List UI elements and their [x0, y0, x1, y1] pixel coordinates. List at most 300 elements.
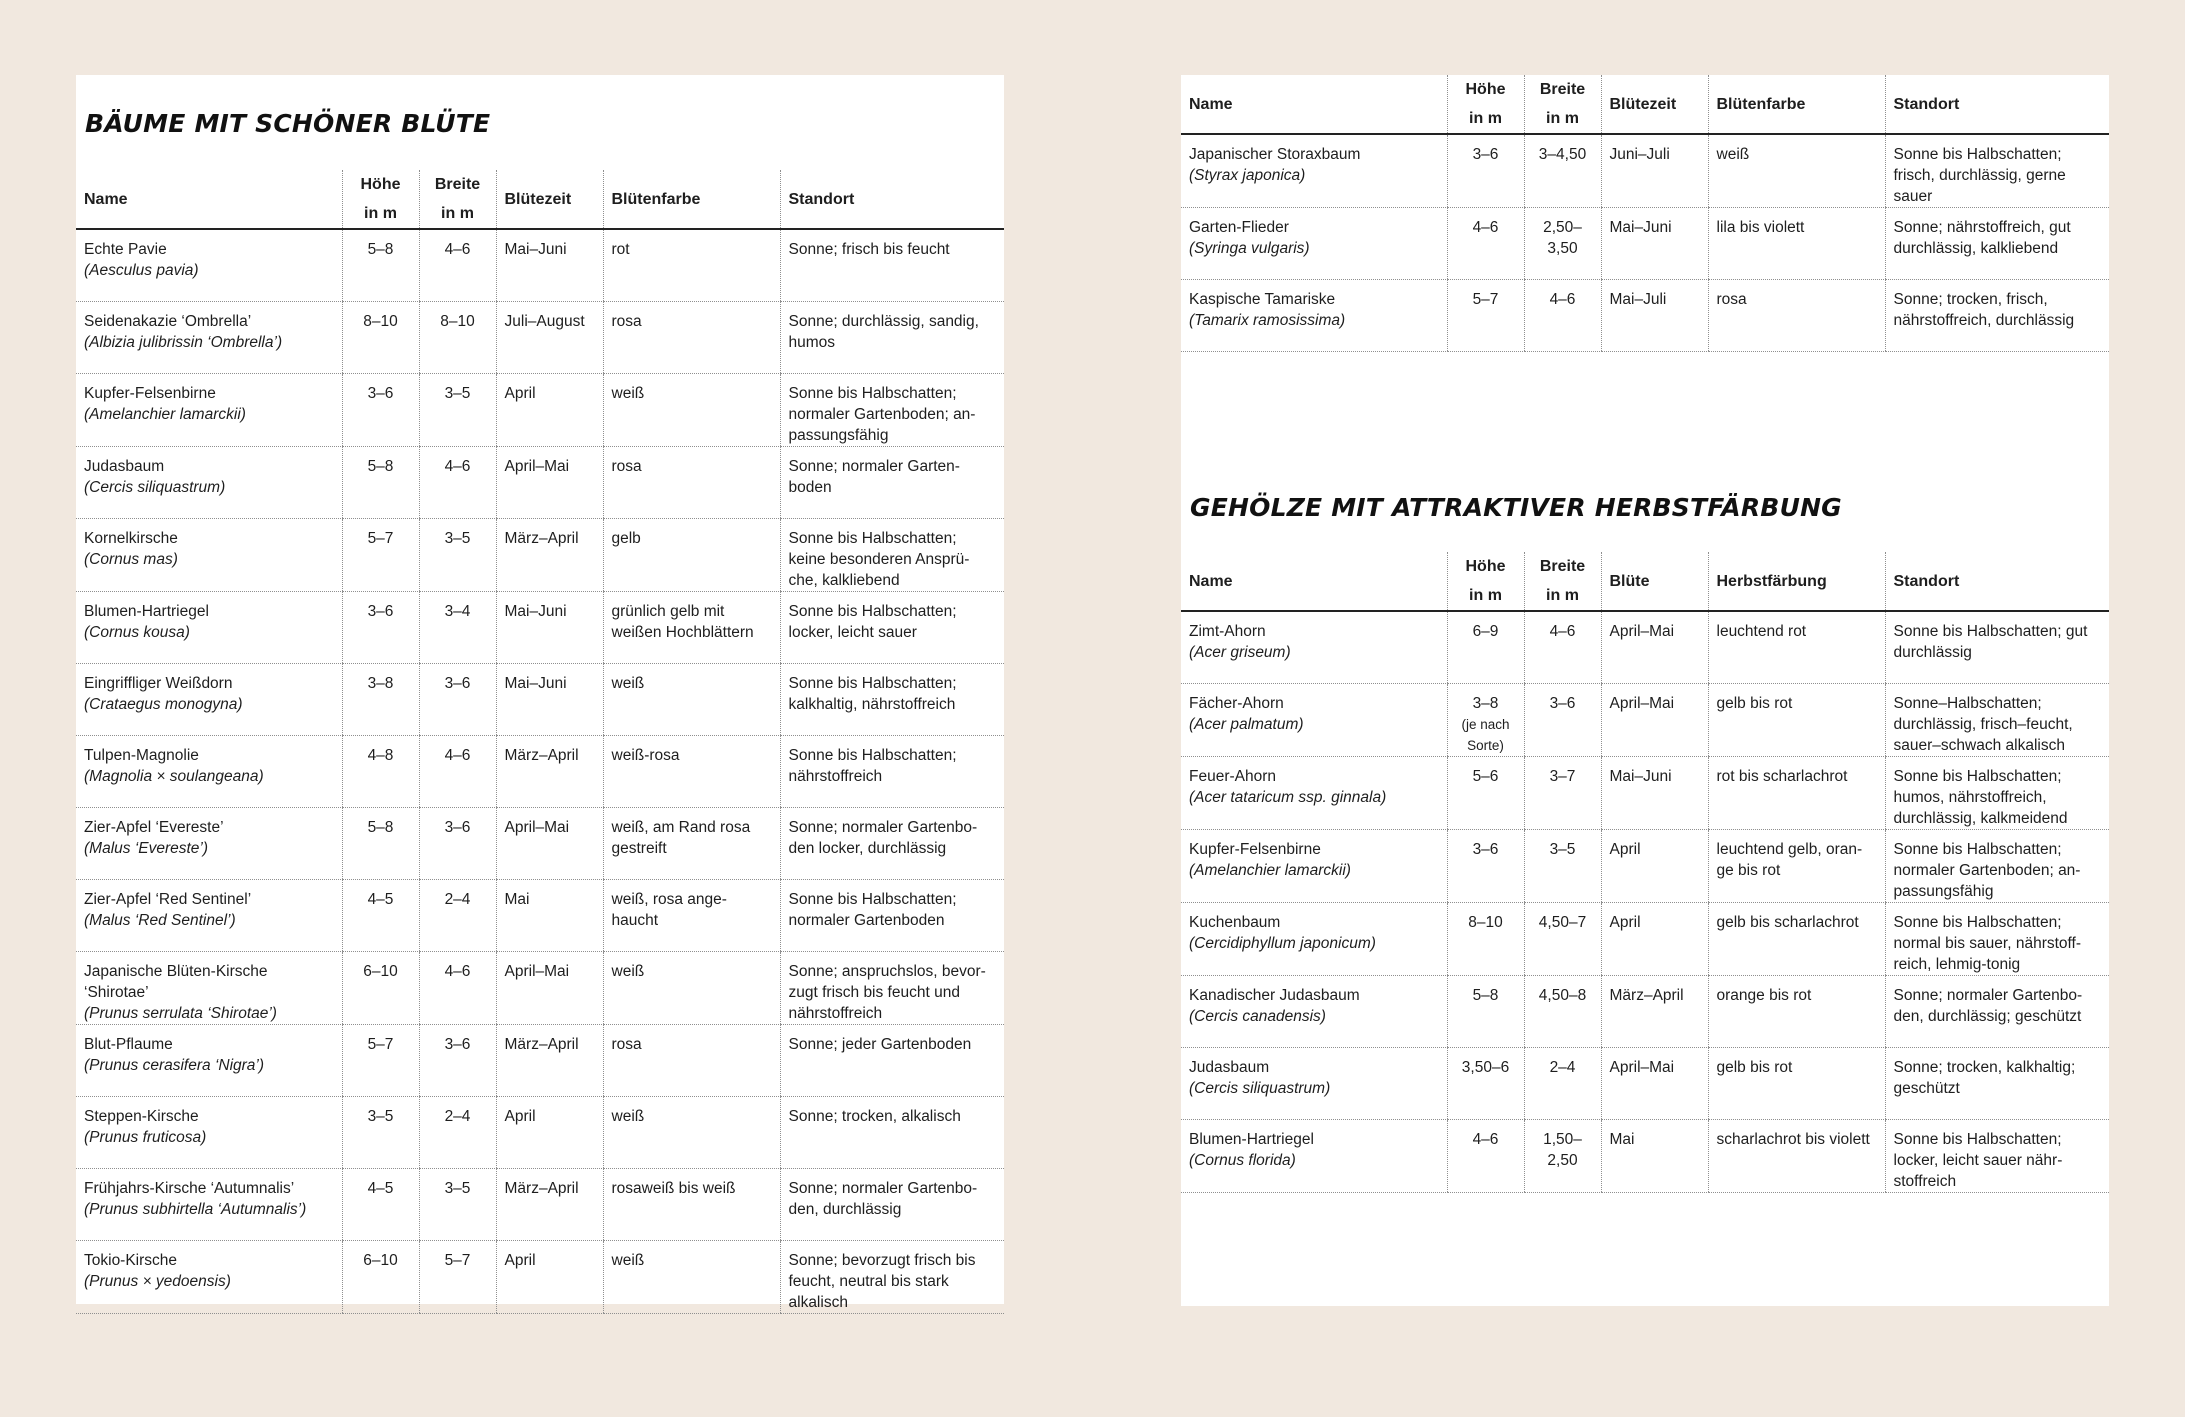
cell-height: [342, 952, 419, 1025]
height-value: 5–8: [367, 819, 394, 836]
cell-name: [76, 736, 342, 808]
cell-location: Sonne bis Halbschatten; normal bis sauer, nährstoff-reich, lehmig-tonig: [1885, 903, 2109, 976]
cell-location: Sonne bis Halbschatten; locker, leicht sauer: [780, 592, 1004, 664]
cell-bloom: April–Mai: [496, 952, 603, 1025]
cell-height: [1447, 757, 1524, 830]
header-location: Standort: [1885, 75, 2109, 134]
plant-common-name: Echte Pavie: [84, 241, 167, 258]
table-row: [76, 952, 1004, 1025]
cell-height: [1447, 684, 1524, 757]
plant-scientific-name: (Tamarix ramosissima): [1189, 312, 1346, 329]
header-bloom: Blütezeit: [1601, 75, 1708, 134]
plant-common-name: Judasbaum: [84, 458, 165, 475]
cell-height: [1447, 611, 1524, 684]
header-width-line1: Breite: [1539, 81, 1586, 98]
cell-bloom: April: [496, 374, 603, 447]
cell-name: [76, 1169, 342, 1241]
height-value: 4–6: [1472, 1131, 1499, 1148]
cell-bloom: März–April: [496, 1025, 603, 1097]
cell-width: 4–6: [1524, 280, 1601, 352]
cell-color: rot bis scharlachrot: [1708, 757, 1885, 830]
cell-color: weiß: [1708, 134, 1885, 208]
header-height-line1: Höhe: [1465, 558, 1506, 575]
height-value: 4–8: [367, 747, 394, 764]
cell-bloom: Mai–Juni: [1601, 757, 1708, 830]
table-row: [1181, 1120, 2109, 1193]
table-row: [1181, 208, 2109, 280]
header-bloom: Blütezeit: [496, 170, 603, 229]
height-value: 3–6: [1472, 841, 1499, 858]
plant-scientific-name: (Cornus florida): [1189, 1152, 1296, 1169]
cell-width: 4,50–7: [1524, 903, 1601, 976]
plant-common-name: Zimt-Ahorn: [1189, 623, 1266, 640]
cell-height: [1447, 280, 1524, 352]
cell-location: Sonne bis Halbschatten; nährstoffreich: [780, 736, 1004, 808]
cell-color: leuchtend gelb, oran-ge bis rot: [1708, 830, 1885, 903]
height-value: 5–8: [367, 241, 394, 258]
table-body: [1181, 134, 2109, 352]
cell-width: 3–6: [419, 808, 496, 880]
plant-common-name: Blumen-Hartriegel: [84, 603, 209, 620]
right-page: [1181, 75, 2109, 1306]
header-width-line2: in m: [1546, 587, 1579, 604]
plant-scientific-name: (Malus ‘Evereste’): [84, 840, 209, 857]
cell-height: [342, 592, 419, 664]
cell-height: [1447, 976, 1524, 1048]
plant-common-name: Kanadischer Judasbaum: [1189, 987, 1360, 1004]
height-value: 4–6: [1472, 219, 1499, 236]
cell-width: 4,50–8: [1524, 976, 1601, 1048]
cell-bloom: Mai: [1601, 1120, 1708, 1193]
cell-name: [76, 302, 342, 374]
plant-scientific-name: (Cercidiphyllum japonicum): [1189, 935, 1376, 952]
plant-scientific-name: (Acer griseum): [1189, 644, 1291, 661]
plant-common-name: Feuer-Ahorn: [1189, 768, 1277, 785]
cell-width: 3–6: [1524, 684, 1601, 757]
height-value: 5–7: [367, 1036, 394, 1053]
cell-name: [76, 1241, 342, 1314]
cell-bloom: April: [496, 1241, 603, 1314]
left-page-title: BÄUME MIT SCHÖNER BLÜTE: [85, 109, 491, 138]
height-value: 3–6: [367, 603, 394, 620]
plant-common-name: Kupfer-Felsenbirne: [84, 385, 216, 402]
plant-scientific-name: (Acer palmatum): [1189, 716, 1304, 733]
height-value: 6–10: [363, 1252, 398, 1269]
header-height-line2: in m: [364, 205, 397, 222]
plant-common-name: Japanischer Storaxbaum: [1189, 146, 1361, 163]
plant-common-name: Tokio-Kirsche: [84, 1252, 178, 1269]
cell-width: 3–5: [419, 374, 496, 447]
cell-color: rosa: [1708, 280, 1885, 352]
cell-bloom: April: [1601, 830, 1708, 903]
header-height-line2: in m: [1469, 110, 1502, 127]
cell-height: [342, 736, 419, 808]
cell-location: Sonne; jeder Gartenboden: [780, 1025, 1004, 1097]
height-value: 4–5: [367, 1180, 394, 1197]
cell-bloom: März–April: [496, 519, 603, 592]
header-height-line1: Höhe: [1465, 81, 1506, 98]
plant-scientific-name: (Magnolia × soulangeana): [84, 768, 264, 785]
cell-height: [1447, 903, 1524, 976]
cell-bloom: Mai–Juni: [496, 229, 603, 302]
table-row: [1181, 903, 2109, 976]
cell-bloom: Mai–Juli: [1601, 280, 1708, 352]
header-name: Name: [76, 170, 342, 229]
cell-name: [1181, 134, 1447, 208]
cell-color: weiß, rosa ange-haucht: [603, 880, 780, 952]
cell-height: [1447, 1048, 1524, 1120]
cell-width: 4–6: [419, 952, 496, 1025]
height-value: 3,50–6: [1461, 1059, 1510, 1076]
cell-name: [1181, 830, 1447, 903]
cell-name: [76, 229, 342, 302]
cell-bloom: Mai–Juni: [496, 664, 603, 736]
cell-bloom: April–Mai: [496, 447, 603, 519]
height-value: 5–8: [367, 458, 394, 475]
cell-height: [342, 1025, 419, 1097]
plant-common-name: Kaspische Tamariske: [1189, 291, 1336, 308]
cell-name: [76, 664, 342, 736]
cell-width: 3–6: [419, 1025, 496, 1097]
height-value: 8–10: [363, 313, 398, 330]
table-row: [76, 302, 1004, 374]
plant-scientific-name: (Cercis siliquastrum): [1189, 1080, 1331, 1097]
autumn-color-table: [1181, 552, 2109, 1193]
header-height: [1447, 75, 1524, 134]
cell-name: [1181, 903, 1447, 976]
plant-common-name: Tulpen-Magnolie: [84, 747, 199, 764]
header-height-line2: in m: [1469, 587, 1502, 604]
table-row: [76, 447, 1004, 519]
table-row: [1181, 1048, 2109, 1120]
autumn-table-title: GEHÖLZE MIT ATTRAKTIVER HERBSTFÄRBUNG: [1190, 493, 1842, 522]
height-value: 3–6: [367, 385, 394, 402]
cell-height: [1447, 208, 1524, 280]
cell-color: grünlich gelb mit weißen Hochblättern: [603, 592, 780, 664]
cell-color: weiß: [603, 952, 780, 1025]
plant-common-name: Zier-Apfel ‘Evereste’: [84, 819, 224, 836]
cell-width: 2–4: [419, 1097, 496, 1169]
cell-name: [1181, 1048, 1447, 1120]
cell-height: [342, 519, 419, 592]
plant-scientific-name: (Amelanchier lamarckii): [1189, 862, 1351, 879]
plant-common-name: Kuchenbaum: [1189, 914, 1281, 931]
table-row: [76, 1097, 1004, 1169]
cell-location: Sonne; anspruchslos, bevor-zugt frisch bis feucht und nährstoffreich: [780, 952, 1004, 1025]
plant-scientific-name: (Prunus fruticosa): [84, 1129, 207, 1146]
cell-color: weiß, am Rand rosa gestreift: [603, 808, 780, 880]
header-height: [342, 170, 419, 229]
cell-height: [342, 374, 419, 447]
header-width-line2: in m: [1546, 110, 1579, 127]
header-color: Blütenfarbe: [603, 170, 780, 229]
plant-common-name: Blumen-Hartriegel: [1189, 1131, 1314, 1148]
cell-name: [76, 519, 342, 592]
cell-color: leuchtend rot: [1708, 611, 1885, 684]
cell-width: 2–4: [419, 880, 496, 952]
plant-scientific-name: (Styrax japonica): [1189, 167, 1306, 184]
cell-color: weiß: [603, 1241, 780, 1314]
plant-scientific-name: (Prunus subhirtella ‘Autumnalis’): [84, 1201, 307, 1218]
plant-scientific-name: (Prunus serrulata ‘Shirotae’): [84, 1005, 277, 1022]
header-color: Blütenfarbe: [1708, 75, 1885, 134]
plant-common-name: Zier-Apfel ‘Red Sentinel’: [84, 891, 252, 908]
table-row: [76, 229, 1004, 302]
table-header-row: [1181, 75, 2109, 134]
cell-color: gelb bis scharlachrot: [1708, 903, 1885, 976]
cell-bloom: April: [1601, 903, 1708, 976]
cell-location: Sonne; durchlässig, sandig, humos: [780, 302, 1004, 374]
table-row: [1181, 134, 2109, 208]
cell-name: [1181, 280, 1447, 352]
cell-bloom: Juni–Juli: [1601, 134, 1708, 208]
cell-color: weiß: [603, 374, 780, 447]
plant-scientific-name: (Acer tataricum ssp. ginnala): [1189, 789, 1387, 806]
header-name: Name: [1181, 552, 1447, 611]
cell-height: [342, 302, 419, 374]
cell-name: [1181, 976, 1447, 1048]
cell-name: [76, 1025, 342, 1097]
cell-location: Sonne bis Halbschatten; normaler Gartenboden; an-passungsfähig: [780, 374, 1004, 447]
cell-name: [76, 447, 342, 519]
cell-color: gelb: [603, 519, 780, 592]
cell-name: [76, 374, 342, 447]
cell-width: 8–10: [419, 302, 496, 374]
table-body: [76, 229, 1004, 1314]
cell-height: [342, 229, 419, 302]
cell-bloom: Mai: [496, 880, 603, 952]
cell-location: Sonne; nährstoffreich, gut durchlässig, kalkliebend: [1885, 208, 2109, 280]
flowering-trees-continued-table: [1181, 75, 2109, 352]
cell-bloom: März–April: [496, 736, 603, 808]
table-row: [76, 1169, 1004, 1241]
header-width-line1: Breite: [434, 176, 481, 193]
header-location: Standort: [1885, 552, 2109, 611]
cell-width: 2,50–3,50: [1524, 208, 1601, 280]
cell-width: 3–6: [419, 664, 496, 736]
cell-width: 3–7: [1524, 757, 1601, 830]
left-page: [76, 75, 1004, 1311]
cell-name: [76, 592, 342, 664]
table-row: [1181, 976, 2109, 1048]
cell-color: lila bis violett: [1708, 208, 1885, 280]
height-value: 3–8: [1472, 695, 1499, 712]
table-row: [76, 880, 1004, 952]
cell-location: Sonne; normaler Gartenbo-den, durchlässig; geschützt: [1885, 976, 2109, 1048]
plant-common-name: Steppen-Kirsche: [84, 1108, 199, 1125]
cell-width: 3–5: [419, 519, 496, 592]
cell-name: [1181, 208, 1447, 280]
plant-common-name: Fächer-Ahorn: [1189, 695, 1284, 712]
cell-location: Sonne; normaler Gartenbo-den, durchlässig: [780, 1169, 1004, 1241]
cell-location: Sonne bis Halbschatten; gut durchlässig: [1885, 611, 2109, 684]
header-width: [1524, 75, 1601, 134]
cell-height: [1447, 1120, 1524, 1193]
plant-common-name: Kupfer-Felsenbirne: [1189, 841, 1321, 858]
height-value: 3–8: [367, 675, 394, 692]
header-bloom: Blüte: [1601, 552, 1708, 611]
cell-color: weiß: [603, 664, 780, 736]
cell-color: orange bis rot: [1708, 976, 1885, 1048]
cell-height: [342, 880, 419, 952]
cell-location: Sonne; trocken, frisch, nährstoffreich, durchlässig: [1885, 280, 2109, 352]
cell-color: rot: [603, 229, 780, 302]
height-value: 5–7: [1472, 291, 1499, 308]
cell-height: [342, 447, 419, 519]
cell-bloom: April–Mai: [496, 808, 603, 880]
cell-width: 1,50–2,50: [1524, 1120, 1601, 1193]
height-value: 5–8: [1472, 987, 1499, 1004]
cell-name: [1181, 611, 1447, 684]
cell-width: 3–5: [419, 1169, 496, 1241]
cell-location: Sonne; trocken, alkalisch: [780, 1097, 1004, 1169]
cell-location: Sonne bis Halbschatten; normaler Gartenboden; an-passungsfähig: [1885, 830, 2109, 903]
height-value: 6–9: [1472, 623, 1499, 640]
cell-height: [342, 664, 419, 736]
cell-name: [76, 1097, 342, 1169]
plant-common-name: Frühjahrs-Kirsche ‘Autumnalis’: [84, 1180, 295, 1197]
plant-scientific-name: (Crataegus monogyna): [84, 696, 243, 713]
header-height-line1: Höhe: [360, 176, 401, 193]
height-value: 5–7: [367, 530, 394, 547]
cell-location: Sonne bis Halbschatten; keine besonderen Ansprü-che, kalkliebend: [780, 519, 1004, 592]
table-header-row: [76, 170, 1004, 229]
plant-common-name: Judasbaum: [1189, 1059, 1270, 1076]
cell-bloom: April–Mai: [1601, 684, 1708, 757]
table-row: [76, 808, 1004, 880]
cell-location: Sonne; normaler Garten-boden: [780, 447, 1004, 519]
cell-color: weiß: [603, 1097, 780, 1169]
cell-location: Sonne; normaler Gartenbo-den locker, durchlässig: [780, 808, 1004, 880]
cell-width: 5–7: [419, 1241, 496, 1314]
cell-name: [76, 808, 342, 880]
table-row: [76, 736, 1004, 808]
cell-width: 4–6: [419, 736, 496, 808]
height-value: 5–6: [1472, 768, 1499, 785]
cell-location: Sonne bis Halbschatten; frisch, durchlässig, gerne sauer: [1885, 134, 2109, 208]
table-row: [76, 519, 1004, 592]
cell-bloom: März–April: [1601, 976, 1708, 1048]
plant-scientific-name: (Prunus cerasifera ‘Nigra’): [84, 1057, 265, 1074]
plant-common-name: Eingriffliger Weißdorn: [84, 675, 233, 692]
cell-width: 3–4: [419, 592, 496, 664]
cell-name: [1181, 1120, 1447, 1193]
cell-location: Sonne; bevorzugt frisch bis feucht, neutral bis stark alkalisch: [780, 1241, 1004, 1314]
table-row: [1181, 830, 2109, 903]
plant-common-name: Seidenakazie ‘Ombrella’: [84, 313, 252, 330]
cell-bloom: April: [496, 1097, 603, 1169]
cell-color: rosa: [603, 302, 780, 374]
header-autumn-color: Herbstfärbung: [1708, 552, 1885, 611]
flowering-trees-table: [76, 170, 1004, 1314]
height-value: 3–6: [1472, 146, 1499, 163]
cell-name: [76, 952, 342, 1025]
plant-common-name: Blut-Pflaume: [84, 1036, 173, 1053]
table-row: [76, 374, 1004, 447]
cell-color: gelb bis rot: [1708, 1048, 1885, 1120]
cell-color: weiß-rosa: [603, 736, 780, 808]
header-width: [1524, 552, 1601, 611]
plant-scientific-name: (Cercis siliquastrum): [84, 479, 226, 496]
header-width-line2: in m: [441, 205, 474, 222]
height-value: 8–10: [1468, 914, 1503, 931]
cell-location: Sonne; trocken, kalkhaltig; geschützt: [1885, 1048, 2109, 1120]
cell-width: 2–4: [1524, 1048, 1601, 1120]
cell-height: [342, 1097, 419, 1169]
header-height: [1447, 552, 1524, 611]
cell-color: scharlachrot bis violett: [1708, 1120, 1885, 1193]
cell-color: rosa: [603, 447, 780, 519]
height-value: 3–5: [367, 1108, 394, 1125]
plant-common-name: Japanische Blüten-Kirsche ‘Shirotae’: [84, 963, 268, 1001]
table-row: [1181, 611, 2109, 684]
cell-name: [1181, 684, 1447, 757]
cell-bloom: April–Mai: [1601, 1048, 1708, 1120]
table-row: [76, 1241, 1004, 1314]
plant-scientific-name: (Cornus mas): [84, 551, 178, 568]
table-row: [76, 1025, 1004, 1097]
cell-location: Sonne–Halbschatten; durchlässig, frisch–feucht, sauer–schwach alkalisch: [1885, 684, 2109, 757]
plant-scientific-name: (Albizia julibrissin ‘Ombrella’): [84, 334, 283, 351]
cell-bloom: Mai–Juni: [496, 592, 603, 664]
plant-scientific-name: (Syringa vulgaris): [1189, 240, 1310, 257]
plant-common-name: Kornelkirsche: [84, 530, 178, 547]
cell-width: 4–6: [419, 229, 496, 302]
cell-color: gelb bis rot: [1708, 684, 1885, 757]
table-row: [76, 664, 1004, 736]
cell-location: Sonne bis Halbschatten; normaler Gartenboden: [780, 880, 1004, 952]
cell-height: [1447, 830, 1524, 903]
plant-scientific-name: (Malus ‘Red Sentinel’): [84, 912, 236, 929]
cell-bloom: März–April: [496, 1169, 603, 1241]
table-body: [1181, 611, 2109, 1193]
cell-width: 4–6: [419, 447, 496, 519]
cell-color: rosa: [603, 1025, 780, 1097]
plant-scientific-name: (Amelanchier lamarckii): [84, 406, 246, 423]
plant-scientific-name: (Cercis canadensis): [1189, 1008, 1326, 1025]
plant-common-name: Garten-Flieder: [1189, 219, 1289, 236]
table-header-row: [1181, 552, 2109, 611]
table-row: [76, 592, 1004, 664]
cell-width: 4–6: [1524, 611, 1601, 684]
cell-location: Sonne bis Halbschatten; kalkhaltig, nährstoffreich: [780, 664, 1004, 736]
cell-name: [76, 880, 342, 952]
header-width-line1: Breite: [1539, 558, 1586, 575]
height-value: 4–5: [367, 891, 394, 908]
table-row: [1181, 757, 2109, 830]
cell-name: [1181, 757, 1447, 830]
plant-scientific-name: (Prunus × yedoensis): [84, 1273, 231, 1290]
cell-height: [342, 808, 419, 880]
cell-height: [342, 1169, 419, 1241]
cell-width: 3–5: [1524, 830, 1601, 903]
cell-height: [342, 1241, 419, 1314]
cell-location: Sonne; frisch bis feucht: [780, 229, 1004, 302]
plant-scientific-name: (Aesculus pavia): [84, 262, 199, 279]
height-value: 6–10: [363, 963, 398, 980]
cell-width: 3–4,50: [1524, 134, 1601, 208]
cell-location: Sonne bis Halbschatten; locker, leicht sauer nähr-stoffreich: [1885, 1120, 2109, 1193]
table-row: [1181, 684, 2109, 757]
plant-scientific-name: (Cornus kousa): [84, 624, 190, 641]
cell-bloom: Juli–August: [496, 302, 603, 374]
table-row: [1181, 280, 2109, 352]
header-name: Name: [1181, 75, 1447, 134]
cell-bloom: April–Mai: [1601, 611, 1708, 684]
cell-height: [1447, 134, 1524, 208]
cell-bloom: Mai–Juni: [1601, 208, 1708, 280]
cell-color: rosaweiß bis weiß: [603, 1169, 780, 1241]
